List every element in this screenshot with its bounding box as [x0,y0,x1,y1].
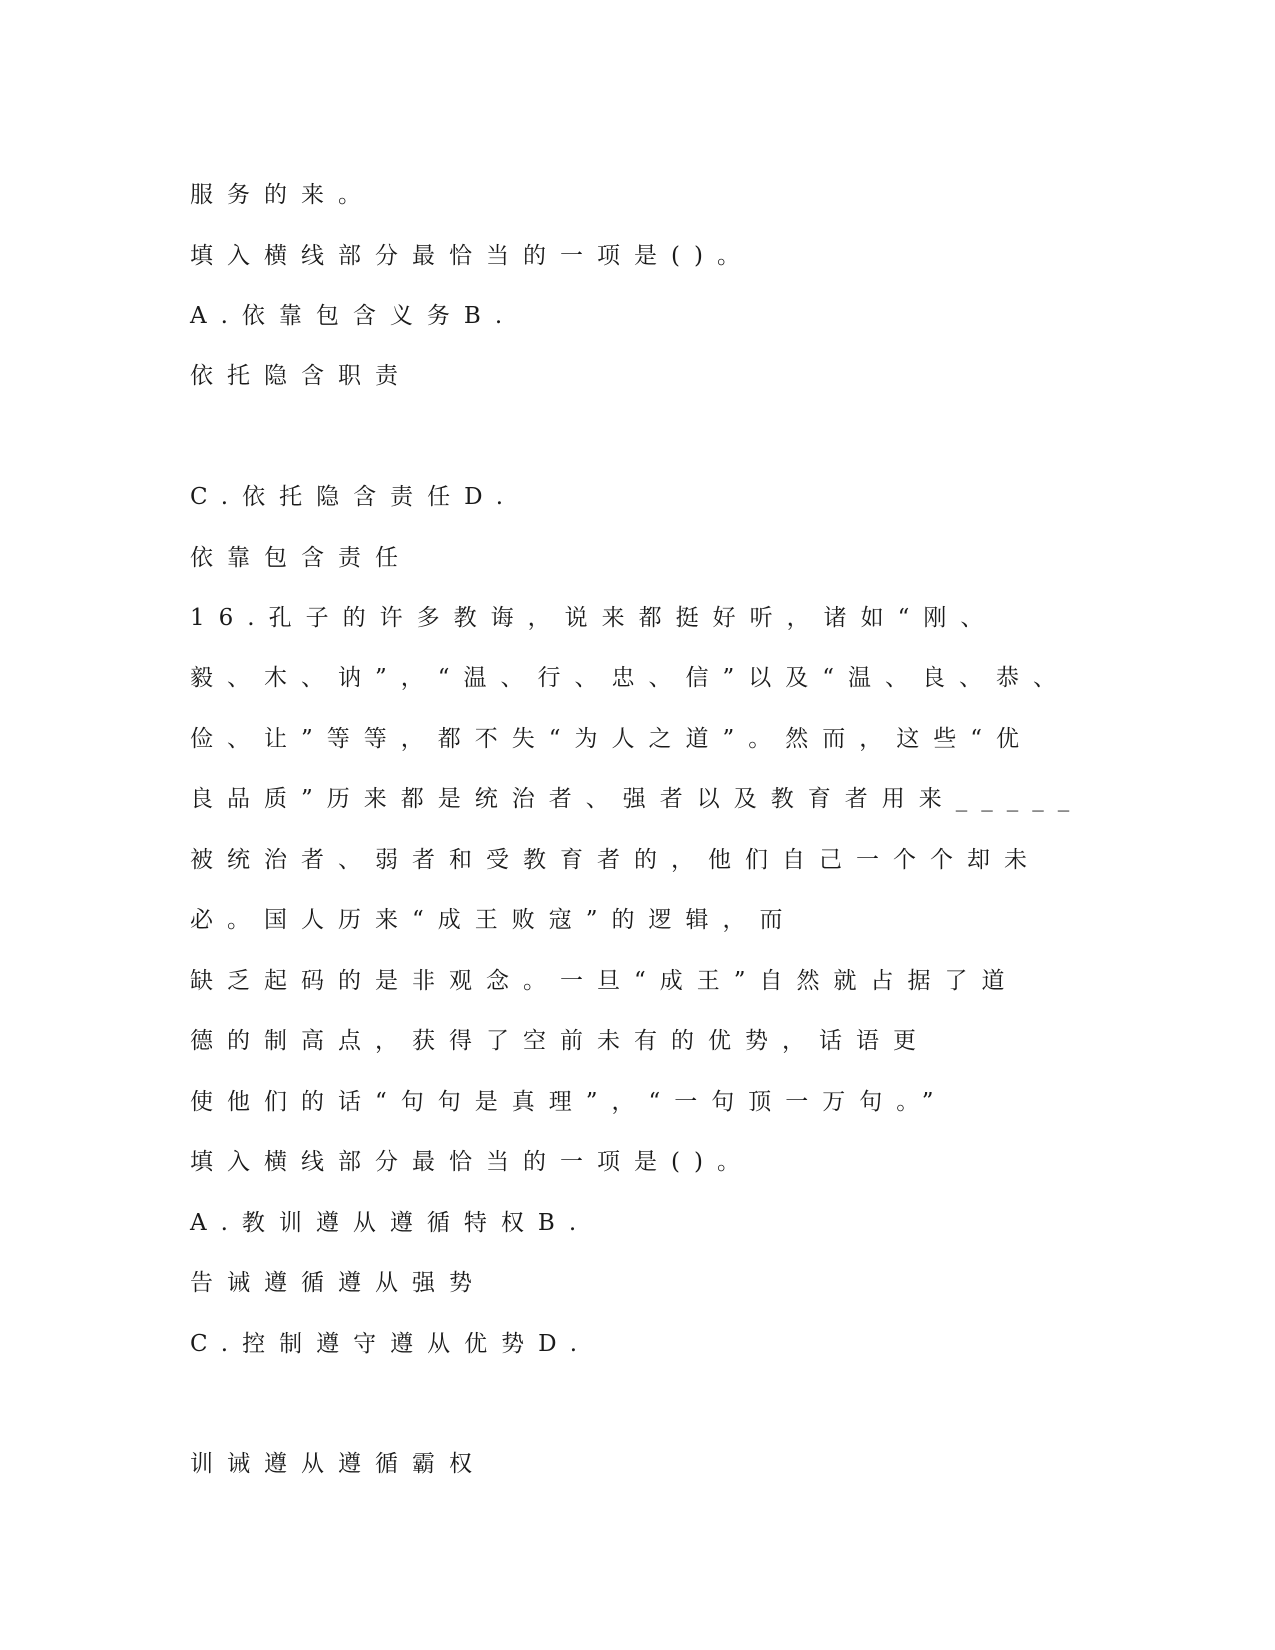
text-line: 使他们的话“句句是真理”，“一句顶一万句。” [190,1089,948,1115]
text-line: 被统治者、弱者和受教育者的，他们自己一个个却未 [190,847,1041,873]
text-line: 服务的来。 [190,182,375,208]
text-line: C.控制遵守遵从优势D. [190,1331,592,1357]
text-line: 必。国人历来“成王败寇”的逻辑，而 [190,907,797,933]
text-line: 告诫遵循遵从强势 [190,1270,486,1296]
text-line: 毅、木、讷”，“温、行、忠、信”以及“温、良、恭、 [190,665,1071,691]
text-line: A.依靠包含义务B. [190,303,517,329]
text-line: 训诫遵从遵循霸权 [190,1451,486,1477]
text-line: 填入横线部分最恰当的一项是()。 [190,243,754,269]
text-line: 依靠包含责任 [190,545,412,571]
text-line: 良品质”历来都是统治者、强者以及教育者用来_____ [190,786,1084,812]
text-line: 填入横线部分最恰当的一项是()。 [190,1149,754,1175]
text-line: 16.孔子的许多教诲，说来都挺好听，诸如“刚、 [190,605,998,631]
text-line: 德的制高点，获得了空前未有的优势，话语更 [190,1028,930,1054]
text-line: A.教训遵从遵循特权B. [190,1210,591,1236]
text-line: 依托隐含职责 [190,363,412,389]
text-line: 缺乏起码的是非观念。一旦“成王”自然就占据了道 [190,968,1019,994]
text-line: 俭、让”等等，都不失“为人之道”。然而，这些“优 [190,726,1034,752]
text-line: C.依托隐含责任D. [190,484,518,510]
